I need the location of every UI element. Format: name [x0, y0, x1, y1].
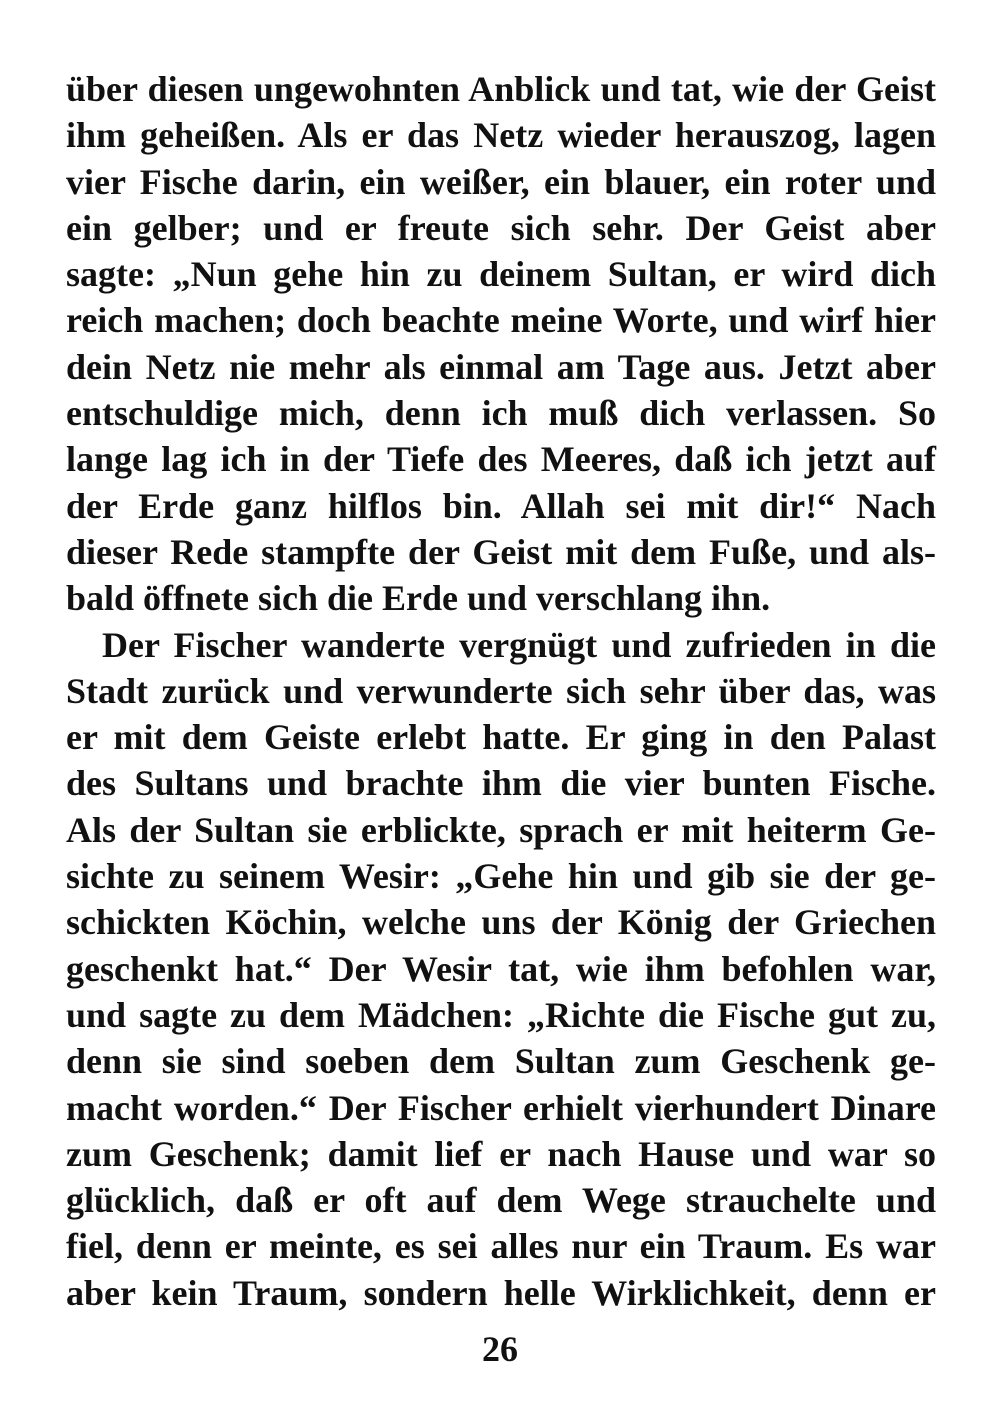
text-line: über diesen ungewohnten Anblick und tat, wie der Geist [66, 69, 936, 109]
text-line: lange lag ich in der Tiefe des Meeres, daß ich jetzt auf [66, 439, 936, 480]
text-line: geschenkt hat.“ Der Wesir tat, wie ihm befohlen war, [66, 948, 936, 989]
text-line: der Erde ganz hilflos bin. Allah sei mit dir!“ Nach [66, 485, 936, 526]
text-line: vier Fische darin, ein weißer, ein blauer, ein roter und [66, 161, 936, 202]
page-number: 26 [482, 1329, 518, 1369]
text-line: zum Geschenk; damit lief er nach Hause und war so [66, 1133, 936, 1174]
text-line: dein Netz nie mehr als einmal am Tage aus. Jetzt aber [66, 346, 936, 387]
text-line: ihm geheißen. Als er das Netz wieder herauszog, lagen [66, 115, 936, 156]
text-line: Stadt zurück und verwunderte sich sehr über das, was [66, 670, 936, 711]
text-line: aber kein Traum, sondern helle Wirklichkeit, denn er [66, 1272, 936, 1313]
text-line: sichte zu seinem Wesir: „Gehe hin und gib sie der ge- [66, 856, 936, 897]
text-line: Der Fischer wanderte vergnügt und zufrieden in die [102, 624, 936, 665]
text-line: schickten Köchin, welche uns der König der Griechen [66, 902, 936, 943]
text-line: reich machen; doch beachte meine Worte, und wirf hier [66, 300, 936, 341]
text-line: sagte: „Nun gehe hin zu deinem Sultan, er wird dich [66, 254, 936, 295]
text-line: des Sultans und brachte ihm die vier bunten Fische. [66, 763, 936, 804]
body-text [66, 66, 936, 1316]
text-line: ein gelber; und er freute sich sehr. Der Geist aber [66, 207, 936, 248]
text-line: bald öffnete sich die Erde und verschlang ihn. [66, 578, 771, 619]
text-line: dieser Rede stampfte der Geist mit dem Fuße, und als- [66, 531, 936, 572]
text-line: und sagte zu dem Mädchen: „Richte die Fische gut zu, [66, 994, 936, 1035]
text-line: er mit dem Geiste erlebt hatte. Er ging in den Palast [66, 717, 936, 758]
text-line: entschuldige mich, denn ich muß dich verlassen. So [66, 393, 936, 434]
text-line: denn sie sind soeben dem Sultan zum Geschenk ge- [66, 1041, 936, 1082]
text-line: Als der Sultan sie erblickte, sprach er mit heiterm Ge- [66, 809, 936, 850]
text-line: glücklich, daß er oft auf dem Wege strauchelte und [66, 1180, 936, 1221]
text-line: macht worden.“ Der Fischer erhielt vierhundert Dinare [66, 1087, 936, 1128]
text-line: fiel, denn er meinte, es sei alles nur ein Traum. Es war [66, 1226, 936, 1267]
